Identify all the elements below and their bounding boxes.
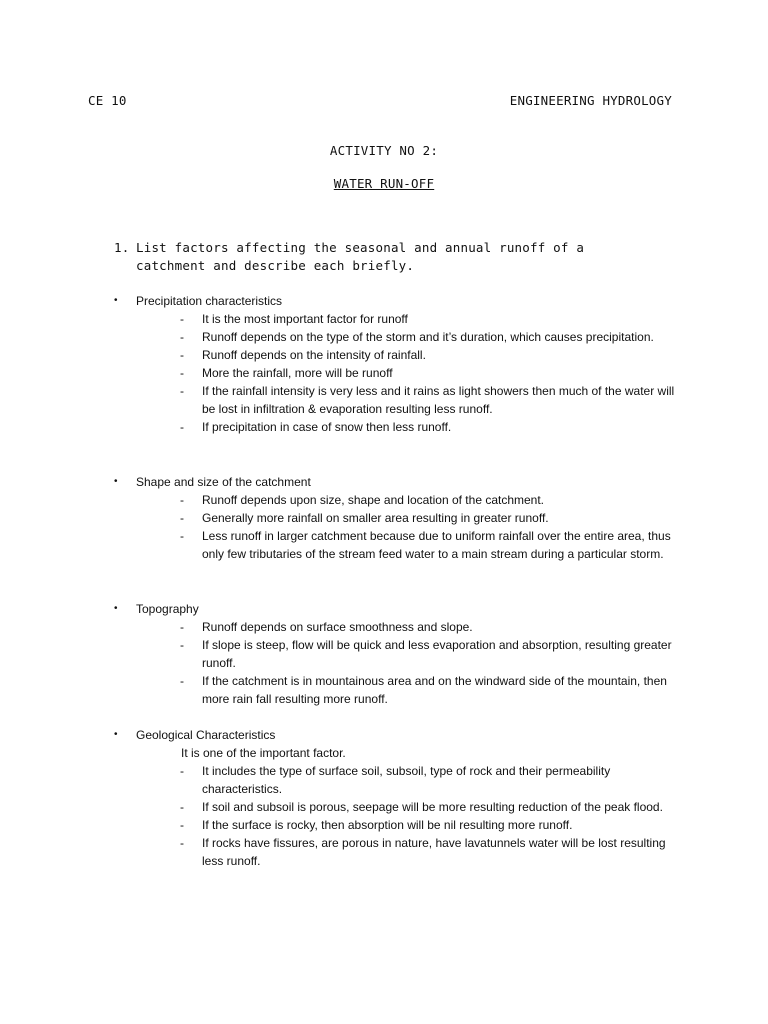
question [114, 239, 634, 275]
section-heading-row [114, 292, 694, 310]
dash-marker: - [180, 493, 184, 507]
list-item [114, 328, 694, 346]
activity-title: ACTIVITY NO 2: [329, 143, 439, 158]
bullet-icon: • [114, 476, 118, 487]
bullet-icon: • [114, 603, 118, 614]
list-item [114, 346, 694, 364]
section-heading: Shape and size of the catchment [136, 475, 311, 489]
section-heading-row [114, 600, 694, 618]
list-item [114, 418, 694, 436]
section-topography [114, 600, 694, 708]
dash-marker: - [180, 836, 184, 850]
list-item [114, 527, 694, 563]
dash-marker: - [180, 384, 184, 398]
list-item-text: If soil and subsoil is porous, seepage will be more resulting reduction of the peak flood. [202, 800, 663, 814]
section-shape-size [114, 473, 694, 563]
dash-marker: - [180, 800, 184, 814]
list-item [114, 618, 694, 636]
bullet-icon: • [114, 729, 118, 740]
list-item-text: Less runoff in larger catchment because due to uniform rainfall over the entire area, thus only few tributaries of the stream feed water to a main stream during a particular storm. [202, 529, 671, 561]
section-heading-row [114, 726, 694, 744]
list-item [114, 636, 694, 672]
dash-marker: - [180, 348, 184, 362]
section-note: It is one of the important factor. [181, 746, 346, 760]
section-geological [114, 726, 694, 870]
list-item-text: If rocks have fissures, are porous in nature, have lavatunnels water will be lost resulting less runoff. [202, 836, 666, 868]
list-item-text: Runoff depends on the type of the storm and it’s duration, which causes precipitation. [202, 330, 654, 344]
course-title: ENGINEERING HYDROLOGY [509, 93, 672, 108]
dash-marker: - [180, 366, 184, 380]
list-item [114, 509, 694, 527]
list-item [114, 364, 694, 382]
dash-marker: - [180, 818, 184, 832]
list-item-text: If the catchment is in mountainous area and on the windward side of the mountain, then more rain fall resulting more runoff. [202, 674, 667, 706]
dash-marker: - [180, 764, 184, 778]
list-item-text: Generally more rainfall on smaller area resulting in greater runoff. [202, 511, 549, 525]
list-item [114, 834, 694, 870]
list-item-text: More the rainfall, more will be runoff [202, 366, 393, 380]
course-code: CE 10 [88, 93, 127, 108]
question-text: List factors affecting the seasonal and annual runoff of a catchment and describe each briefly. [136, 240, 585, 273]
dash-marker: - [180, 511, 184, 525]
dash-marker: - [180, 330, 184, 344]
dash-marker: - [180, 529, 184, 543]
question-number: 1. [114, 240, 130, 255]
dash-marker: - [180, 420, 184, 434]
list-item-text: It is the most important factor for runoff [202, 312, 408, 326]
list-item-text: Runoff depends upon size, shape and location of the catchment. [202, 493, 545, 507]
bullet-icon: • [114, 295, 118, 306]
list-item-text: If precipitation in case of snow then less runoff. [202, 420, 452, 434]
list-item-text: It includes the type of surface soil, subsoil, type of rock and their permeability characteristics. [202, 764, 611, 796]
list-item [114, 762, 694, 798]
section-precipitation [114, 292, 694, 436]
dash-marker: - [180, 674, 184, 688]
list-item [114, 382, 694, 418]
section-heading: Topography [136, 602, 199, 616]
dash-marker: - [180, 312, 184, 326]
list-item [114, 672, 694, 708]
list-item-text: If slope is steep, flow will be quick and less evaporation and absorption, resulting greater runoff. [202, 638, 672, 670]
list-item [114, 798, 694, 816]
list-item-text: Runoff depends on surface smoothness and slope. [202, 620, 473, 634]
dash-marker: - [180, 638, 184, 652]
list-item [114, 310, 694, 328]
section-heading: Precipitation characteristics [136, 294, 283, 308]
activity-subtitle-text: WATER RUN-OFF [333, 176, 435, 191]
section-heading: Geological Characteristics [136, 728, 276, 742]
section-heading-row [114, 473, 694, 491]
list-item-text: If the rainfall intensity is very less and it rains as light showers then much of the water will be lost in infiltration & evaporation resulting less runoff. [202, 384, 675, 416]
dash-marker: - [180, 620, 184, 634]
list-item [114, 816, 694, 834]
activity-subtitle [0, 176, 768, 191]
list-item [114, 491, 694, 509]
list-item-text: If the surface is rocky, then absorption will be nil resulting more runoff. [202, 818, 573, 832]
list-item-text: Runoff depends on the intensity of rainfall. [202, 348, 426, 362]
